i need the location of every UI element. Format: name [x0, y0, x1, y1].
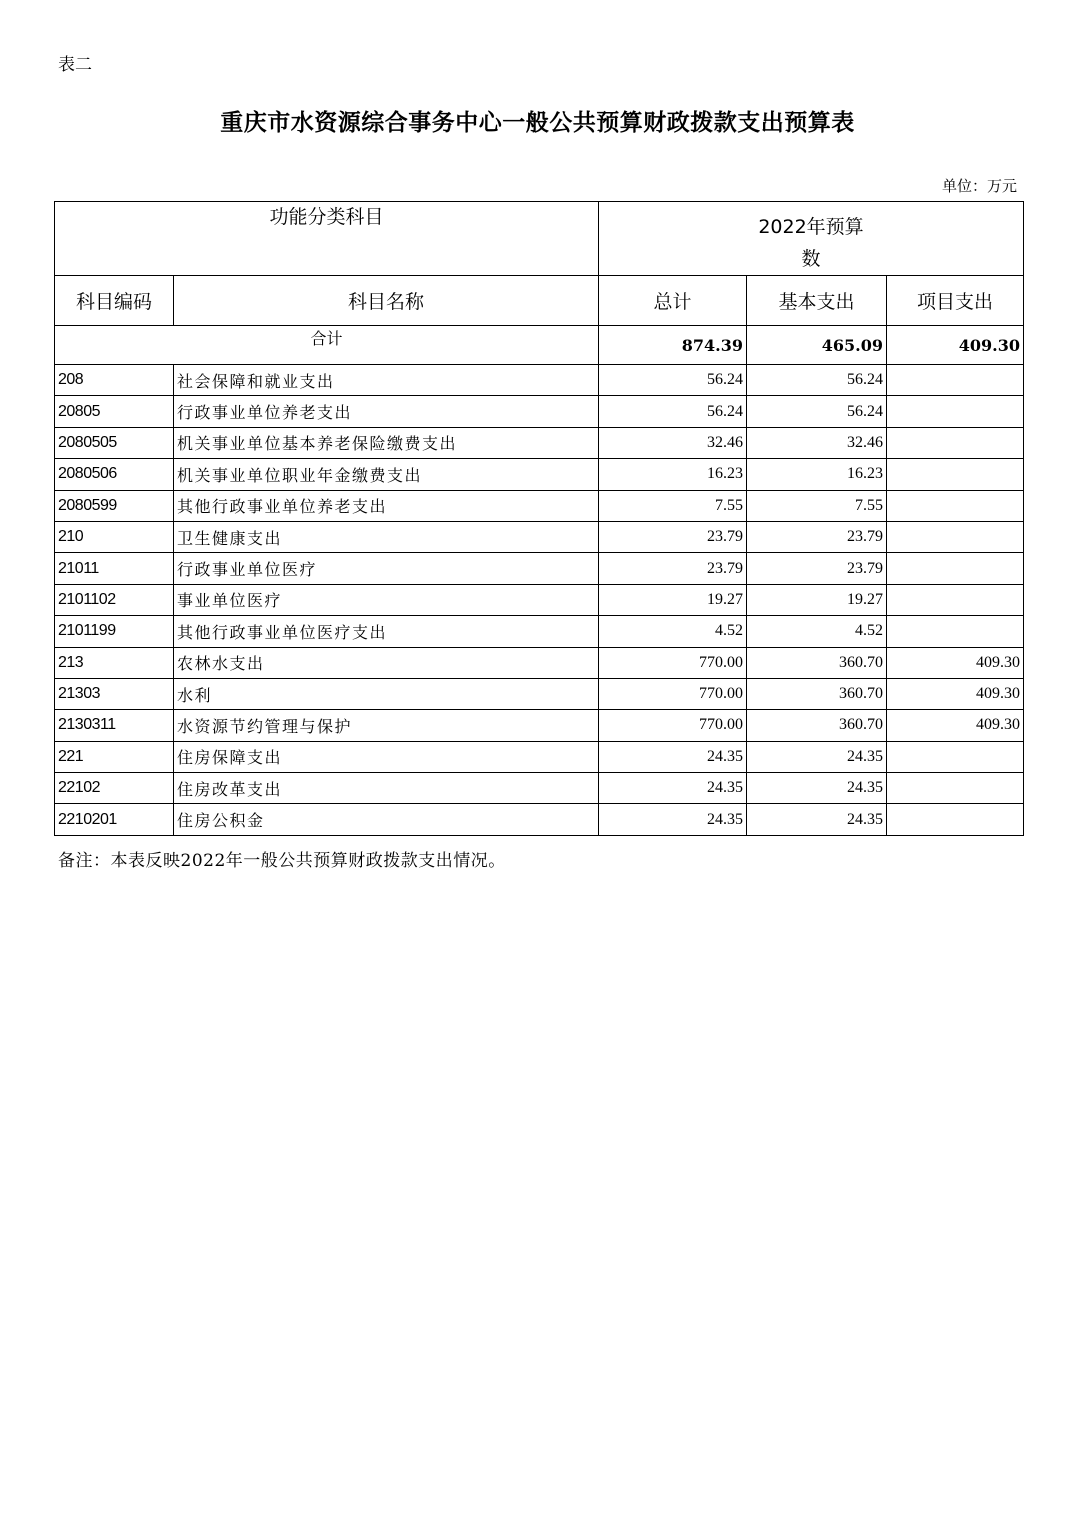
row-total: 4.52 — [599, 616, 747, 647]
table-row — [55, 427, 1024, 458]
row-total: 770.00 — [599, 647, 747, 678]
table-row — [55, 804, 1024, 835]
unit-label: 单位：万元 — [941, 177, 1017, 195]
table-row — [55, 678, 1024, 709]
row-basic: 23.79 — [747, 521, 887, 552]
row-project — [887, 365, 1024, 396]
table-row — [55, 647, 1024, 678]
total-label: 合计 — [55, 326, 599, 365]
budget-table — [54, 201, 1024, 836]
row-basic: 360.70 — [747, 710, 887, 741]
header-row-sub — [55, 276, 1024, 326]
footer-note: 备注：本表反映2022年一般公共预算财政拨款支出情况。 — [58, 851, 506, 871]
table-row — [55, 773, 1024, 804]
row-project — [887, 584, 1024, 615]
table-number: 表二 — [58, 55, 92, 75]
row-basic: 24.35 — [747, 804, 887, 835]
row-code: 213 — [55, 647, 174, 678]
table-row — [55, 490, 1024, 521]
row-project — [887, 804, 1024, 835]
table-row — [55, 396, 1024, 427]
table-row — [55, 365, 1024, 396]
row-code: 22102 — [55, 773, 174, 804]
row-name: 事业单位医疗 — [174, 584, 599, 615]
row-total: 770.00 — [599, 710, 747, 741]
row-project — [887, 773, 1024, 804]
header-project: 项目支出 — [887, 276, 1024, 326]
row-project — [887, 553, 1024, 584]
table-row — [55, 616, 1024, 647]
row-basic: 7.55 — [747, 490, 887, 521]
table-row — [55, 459, 1024, 490]
row-total: 16.23 — [599, 459, 747, 490]
row-name: 水利 — [174, 678, 599, 709]
row-name: 机关事业单位职业年金缴费支出 — [174, 459, 599, 490]
total-project: 409.30 — [887, 326, 1024, 365]
row-name: 农林水支出 — [174, 647, 599, 678]
row-name: 水资源节约管理与保护 — [174, 710, 599, 741]
row-total: 19.27 — [599, 584, 747, 615]
row-name: 住房保障支出 — [174, 741, 599, 772]
row-basic: 56.24 — [747, 396, 887, 427]
row-name: 住房改革支出 — [174, 773, 599, 804]
total-sum: 874.39 — [599, 326, 747, 365]
row-basic: 32.46 — [747, 427, 887, 458]
row-code: 21303 — [55, 678, 174, 709]
row-code: 221 — [55, 741, 174, 772]
row-basic: 24.35 — [747, 741, 887, 772]
row-name: 行政事业单位医疗 — [174, 553, 599, 584]
row-name: 机关事业单位基本养老保险缴费支出 — [174, 427, 599, 458]
row-total: 770.00 — [599, 678, 747, 709]
row-total: 56.24 — [599, 396, 747, 427]
row-project: 409.30 — [887, 647, 1024, 678]
row-project — [887, 521, 1024, 552]
row-basic: 16.23 — [747, 459, 887, 490]
table-row — [55, 741, 1024, 772]
row-project: 409.30 — [887, 678, 1024, 709]
row-total: 24.35 — [599, 804, 747, 835]
row-code: 2080505 — [55, 427, 174, 458]
header-name: 科目名称 — [174, 276, 599, 326]
total-row — [55, 326, 1024, 365]
row-code: 210 — [55, 521, 174, 552]
row-code: 2101199 — [55, 616, 174, 647]
row-code: 2210201 — [55, 804, 174, 835]
row-project — [887, 396, 1024, 427]
row-name: 其他行政事业单位养老支出 — [174, 490, 599, 521]
row-basic: 19.27 — [747, 584, 887, 615]
row-code: 21011 — [55, 553, 174, 584]
row-project — [887, 459, 1024, 490]
row-basic: 24.35 — [747, 773, 887, 804]
row-total: 23.79 — [599, 553, 747, 584]
header-year-line2: 数 — [801, 248, 821, 270]
header-category: 功能分类科目 — [55, 202, 599, 276]
header-total: 总计 — [599, 276, 747, 326]
row-basic: 360.70 — [747, 678, 887, 709]
header-year — [599, 202, 1024, 276]
row-basic: 56.24 — [747, 365, 887, 396]
row-code: 2080599 — [55, 490, 174, 521]
row-name: 社会保障和就业支出 — [174, 365, 599, 396]
total-basic: 465.09 — [747, 326, 887, 365]
row-project: 409.30 — [887, 710, 1024, 741]
row-name: 其他行政事业单位医疗支出 — [174, 616, 599, 647]
page-title: 重庆市水资源综合事务中心一般公共预算财政拨款支出预算表 — [220, 109, 855, 136]
header-basic: 基本支出 — [747, 276, 887, 326]
row-name: 行政事业单位养老支出 — [174, 396, 599, 427]
row-code: 20805 — [55, 396, 174, 427]
row-basic: 23.79 — [747, 553, 887, 584]
row-code: 2101102 — [55, 584, 174, 615]
table-row — [55, 584, 1024, 615]
row-total: 23.79 — [599, 521, 747, 552]
row-total: 32.46 — [599, 427, 747, 458]
table-row — [55, 521, 1024, 552]
row-code: 208 — [55, 365, 174, 396]
row-total: 56.24 — [599, 365, 747, 396]
row-code: 2080506 — [55, 459, 174, 490]
table-row — [55, 710, 1024, 741]
header-code: 科目编码 — [55, 276, 174, 326]
row-basic: 360.70 — [747, 647, 887, 678]
row-name: 卫生健康支出 — [174, 521, 599, 552]
row-total: 24.35 — [599, 773, 747, 804]
row-total: 7.55 — [599, 490, 747, 521]
row-project — [887, 490, 1024, 521]
table-row — [55, 553, 1024, 584]
row-project — [887, 427, 1024, 458]
header-row-top — [55, 202, 1024, 276]
row-project — [887, 741, 1024, 772]
row-total: 24.35 — [599, 741, 747, 772]
row-code: 2130311 — [55, 710, 174, 741]
row-name: 住房公积金 — [174, 804, 599, 835]
row-basic: 4.52 — [747, 616, 887, 647]
row-project — [887, 616, 1024, 647]
header-year-line1: 2022年预算 — [758, 216, 864, 238]
